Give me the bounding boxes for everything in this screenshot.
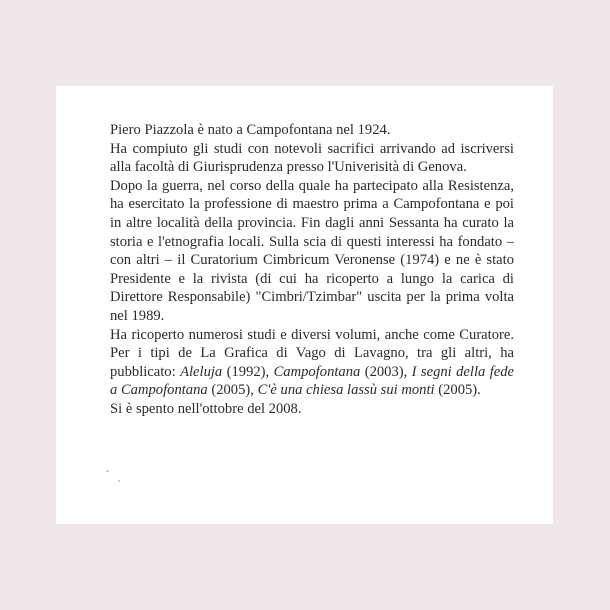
paper-speck (118, 480, 120, 482)
paragraph-publications (110, 326, 514, 400)
book-title: Aleluja (180, 363, 223, 380)
book-year: (2005), (207, 382, 258, 399)
paragraph-death: Si è spento nell'ottobre del 2008. (110, 400, 302, 417)
publications-intro: Ha ricoperto numerosi studi e diversi volumi, anche come Curatore. Per i tipi de La Grafica di Vago di Lavagno, tra gli altri, ha pubblicato: (110, 326, 514, 380)
book-title: C'è una chiesa lassù sui monti (257, 382, 435, 399)
book-year: (2005). (434, 382, 481, 399)
page-sheet (56, 86, 553, 524)
paragraph-studies: Ha compiuto gli studi con notevoli sacrifici arrivando ad iscriversi alla facoltà di Giurisprudenza presso l'Univerisità di Genova. (110, 140, 514, 176)
book-year: (2003), (360, 363, 412, 380)
paper-speck (106, 470, 109, 472)
biography-text (110, 121, 514, 419)
book-year: (1992), (222, 363, 274, 380)
book-title: Campofontana (273, 363, 361, 380)
paragraph-career: Dopo la guerra, nel corso della quale ha partecipato alla Resistenza, ha esercitato la professione di maestro prima a Campofontana e poi in altre località della provincia. Fin dagli anni Sessanta ha curato la storia e l'etnografia locali. Sulla scia di questi interessi ha fondato – con altri – il Curatorium Cimbricum Veronense (1974) e ne è stato Presidente e la rivista (di cui ha ricoperto a lungo la carica di Direttore Responsabile) "Cimbri/Tzimbar" uscita per la prima volta nel 1989. (110, 177, 514, 324)
book-title: I segni della fede a Campofontana (110, 363, 514, 399)
paragraph-birth: Piero Piazzola è nato a Campofontana nel 1924. (110, 122, 391, 138)
